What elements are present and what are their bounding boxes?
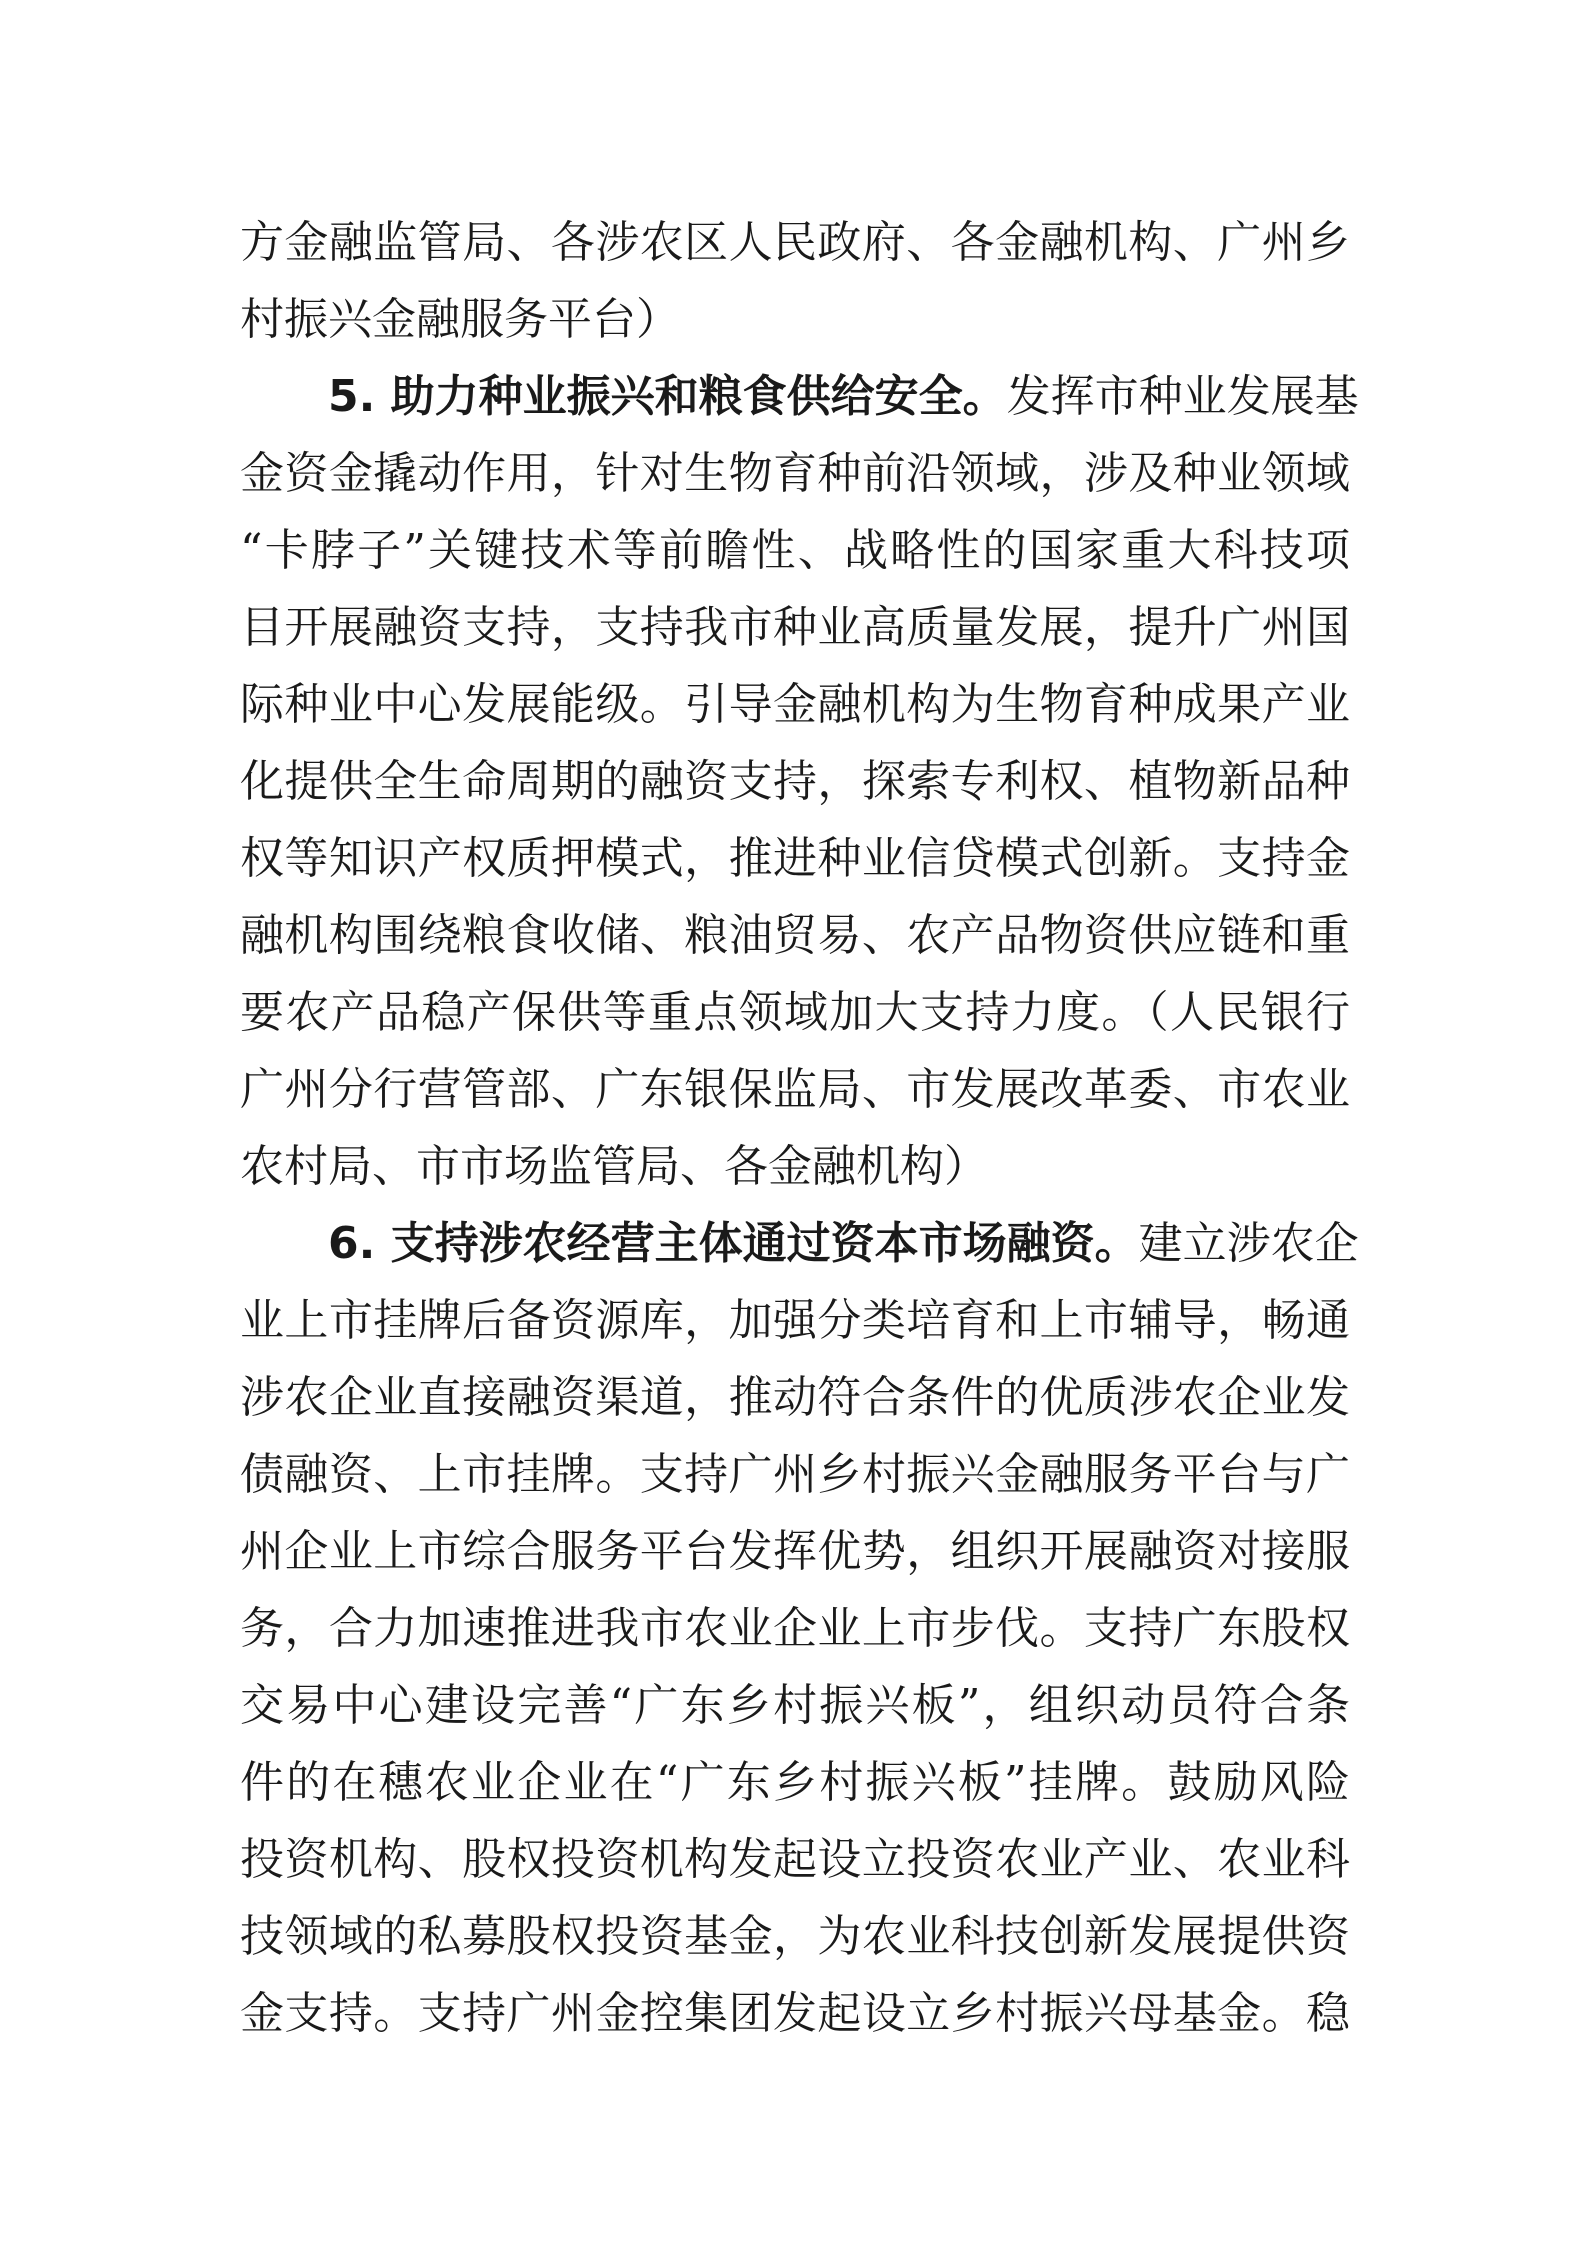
section-5-line: 际种业中心发展能级。引导金融机构为生物育种成果产业 — [240, 679, 1350, 730]
section-5-first-text: 发挥市种业发展基 — [1006, 371, 1359, 422]
section-6-line: 债融资、上市挂牌。支持广州乡村振兴金融服务平台与广 — [240, 1449, 1350, 1500]
section-5-first-line — [240, 358, 1359, 435]
section-6-line: 件的在穗农业企业在“广东乡村振兴板”挂牌。鼓励风险 — [240, 1757, 1350, 1808]
section-6-line: 技领域的私募股权投资基金，为农业科技创新发展提供资 — [240, 1911, 1350, 1962]
section-5-line: 化提供全生命周期的融资支持，探索专利权、植物新品种 — [240, 756, 1350, 807]
section-6-line: 业上市挂牌后备资源库，加强分类培育和上市辅导，畅通 — [240, 1295, 1350, 1346]
section-5-line: 农村局、市市场监管局、各金融机构） — [240, 1141, 988, 1192]
section-5-line: 广州分行营管部、广东银保监局、市发展改革委、市农业 — [240, 1064, 1350, 1115]
section-6-heading: 6. 支持涉农经营主体通过资本市场融资。 — [328, 1218, 1139, 1269]
section-5-line: 融机构围绕粮食收储、粮油贸易、农产品物资供应链和重 — [240, 910, 1350, 961]
section-5-line: 权等知识产权质押模式，推进种业信贷模式创新。支持金 — [240, 833, 1350, 884]
section-6-line: 交易中心建设完善“广东乡村振兴板”，组织动员符合条 — [240, 1680, 1350, 1731]
section-5-line: 要农产品稳产保供等重点领域加大支持力度。（人民银行 — [240, 987, 1350, 1038]
intro-line: 方金融监管局、各涉农区人民政府、各金融机构、广州乡 — [240, 217, 1350, 268]
section-5-heading: 5. 助力种业振兴和粮食供给安全。 — [328, 371, 1007, 422]
body-text — [240, 204, 1359, 2052]
intro-line: 村振兴金融服务平台） — [240, 294, 680, 345]
section-6-first-text: 建立涉农企 — [1138, 1218, 1359, 1269]
section-5-line: 目开展融资支持，支持我市种业高质量发展，提升广州国 — [240, 602, 1350, 653]
section-5-line: “卡脖子”关键技术等前瞻性、战略性的国家重大科技项 — [240, 525, 1350, 576]
section-6-line: 金支持。支持广州金控集团发起设立乡村振兴母基金。稳 — [240, 1988, 1350, 2039]
section-5-line: 金资金撬动作用，针对生物育种前沿领域，涉及种业领域 — [240, 448, 1350, 499]
section-6-line: 投资机构、股权投资机构发起设立投资农业产业、农业科 — [240, 1834, 1350, 1885]
section-6-line: 涉农企业直接融资渠道，推动符合条件的优质涉农企业发 — [240, 1372, 1350, 1423]
section-6-line: 州企业上市综合服务平台发挥优势，组织开展融资对接服 — [240, 1526, 1350, 1577]
section-6-line: 务，合力加速推进我市农业企业上市步伐。支持广东股权 — [240, 1603, 1350, 1654]
section-6-first-line — [240, 1205, 1359, 1282]
